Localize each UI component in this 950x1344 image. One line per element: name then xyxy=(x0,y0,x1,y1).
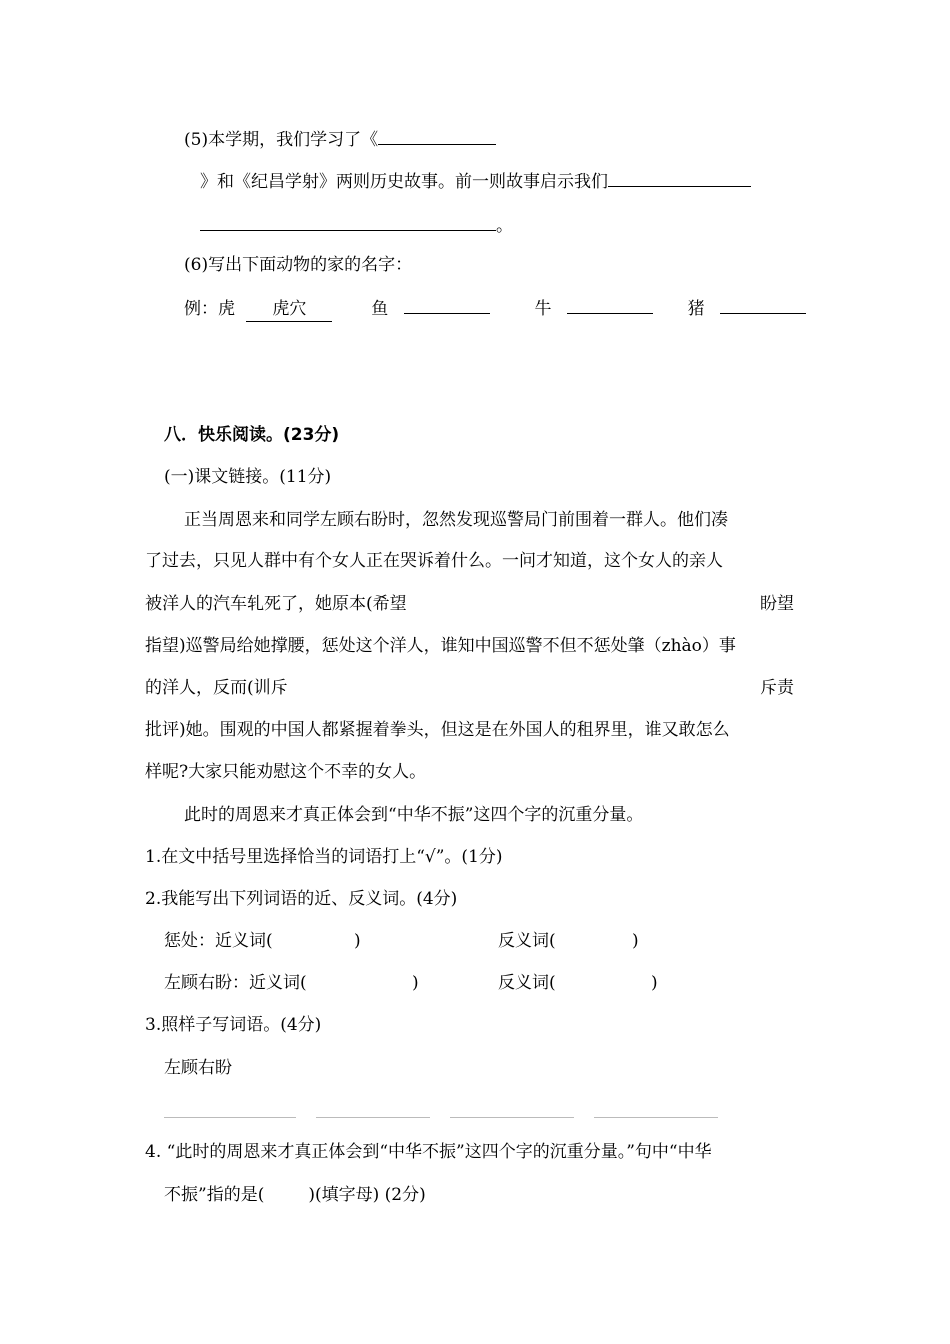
q2-row1-synonym-label: 惩处：近义词( xyxy=(164,931,273,951)
passage-line-5: 的洋人，反而(训斥 xyxy=(145,678,288,698)
q5-line3-end: 。 xyxy=(496,216,513,236)
q3-answer-line-2[interactable] xyxy=(316,1117,430,1118)
passage-line-8: 此时的周恩来才真正体会到“中华不振”这四个字的沉重分量。 xyxy=(184,805,644,825)
passage-line-4: 指望)巡警局给她撑腰，惩处这个洋人，谁知中国巡警不但不惩处肇（zhào）事 xyxy=(145,636,736,656)
question-4-line1: 4. “此时的周恩来才真正体会到“中华不振”这四个字的沉重分量。”句中“中华 xyxy=(145,1142,712,1162)
q6-blank-cow[interactable] xyxy=(567,295,653,314)
section8-heading: 八．快乐阅读。(23分) xyxy=(164,425,340,445)
q6-animal-pig: 猪 xyxy=(687,299,705,319)
q2-row2-synonym-label: 左顾右盼：近义词( xyxy=(164,973,307,993)
q2-row2-antonym-close: ) xyxy=(651,973,658,993)
q2-row1-synonym-close: ) xyxy=(354,931,361,951)
q5-blank-title[interactable] xyxy=(378,126,496,145)
q6-row xyxy=(184,295,806,322)
passage-line-6: 批评)她。围观的中国人都紧握着拳头，但这是在外国人的租界里，谁又敢怎么 xyxy=(145,720,730,740)
q5-line1-text: (5)本学期，我们学习了《 xyxy=(184,130,379,150)
q2-row1-antonym-close: ) xyxy=(632,931,639,951)
q2-row1-synonym-blank[interactable] xyxy=(288,929,350,951)
q5-line2-text: 》和《纪昌学射》两则历史故事。前一则故事启示我们 xyxy=(200,172,608,192)
q2-row1-antonym-label: 反义词( xyxy=(498,931,556,951)
q5-line3 xyxy=(200,212,513,238)
question-4-line2 xyxy=(164,1183,426,1207)
q4-text-b: )(填字母) (2分) xyxy=(308,1185,426,1205)
q5-line1 xyxy=(184,126,496,152)
question-2: 2.我能写出下列词语的近、反义词。(4分) xyxy=(145,889,458,909)
q3-answer-line-3[interactable] xyxy=(450,1117,574,1118)
q6-blank-fish[interactable] xyxy=(404,295,490,314)
passage-option-chize[interactable]: 斥责 xyxy=(760,678,794,698)
q4-text-a: 不振”指的是( xyxy=(164,1185,265,1205)
q6-animal-cow: 牛 xyxy=(534,299,552,319)
q3-answer-line-4[interactable] xyxy=(594,1117,718,1118)
passage-line-2: 了过去，只见人群中有个女人正在哭诉着什么。一问才知道，这个女人的亲人 xyxy=(145,551,723,571)
q6-blank-pig[interactable] xyxy=(720,295,806,314)
q5-blank-lesson-a[interactable] xyxy=(608,168,751,187)
q2-row2-synonym-close: ) xyxy=(412,973,419,993)
q2-row2-synonym-blank[interactable] xyxy=(330,971,408,993)
passage-line-7: 样呢?大家只能劝慰这个不幸的女人。 xyxy=(145,762,427,782)
q6-example-answer: 虎穴 xyxy=(246,297,332,322)
q5-line2 xyxy=(200,168,751,194)
q3-example: 左顾右盼 xyxy=(164,1058,232,1078)
q2-row2-antonym-label: 反义词( xyxy=(498,973,556,993)
q3-answer-line-1[interactable] xyxy=(164,1117,296,1118)
q5-blank-lesson-b[interactable] xyxy=(200,212,496,231)
passage-option-panwang[interactable]: 盼望 xyxy=(760,594,794,614)
q2-row1-antonym-blank[interactable] xyxy=(567,929,629,951)
q2-row2-antonym-blank[interactable] xyxy=(567,971,647,993)
q6-title: (6)写出下面动物的家的名字： xyxy=(184,255,413,275)
question-3: 3.照样子写词语。(4分) xyxy=(145,1015,322,1035)
passage-line-3: 被洋人的汽车轧死了，她原本(希望 xyxy=(145,594,407,614)
q6-example-label: 例：虎 xyxy=(184,299,235,319)
q6-animal-fish: 鱼 xyxy=(371,299,389,319)
section8-sub1: (一)课文链接。(11分) xyxy=(164,467,332,487)
passage-line-1: 正当周恩来和同学左顾右盼时，忽然发现巡警局门前围着一群人。他们凑 xyxy=(184,510,728,530)
question-1: 1.在文中括号里选择恰当的词语打上“√”。(1分) xyxy=(145,847,503,867)
